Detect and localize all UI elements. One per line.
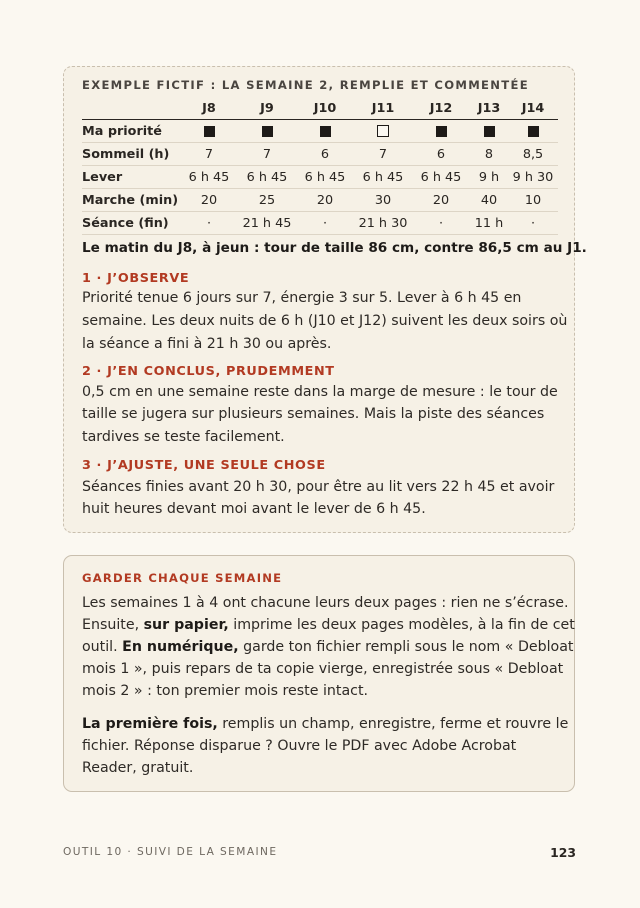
table-cell: 6 h 45 xyxy=(296,166,354,189)
column-header xyxy=(82,97,180,120)
column-header: J14 xyxy=(508,97,558,120)
keep-line: mois 1 », puis repars de ta copie vierge, enregistrée sous « Debloat xyxy=(82,661,564,677)
column-header: J12 xyxy=(412,97,470,120)
page-number: 123 xyxy=(550,845,576,860)
table-cell: 21 h 30 xyxy=(354,212,412,235)
table-cell: · xyxy=(508,212,558,235)
table-cell: · xyxy=(412,212,470,235)
column-header: J8 xyxy=(180,97,238,120)
column-header: J10 xyxy=(296,97,354,120)
table-cell: 6 xyxy=(412,143,470,166)
priority-checkbox-icon xyxy=(320,126,331,137)
table-cell: 8 xyxy=(470,143,508,166)
row-label: Séance (fin) xyxy=(82,212,180,235)
table-cell: 30 xyxy=(354,189,412,212)
table-row xyxy=(82,189,558,212)
table-cell: 9 h 30 xyxy=(508,166,558,189)
row-label: Sommeil (h) xyxy=(82,143,180,166)
table-row xyxy=(82,143,558,166)
table-cell: 7 xyxy=(180,143,238,166)
row-label: Lever xyxy=(82,166,180,189)
priority-checkbox-icon xyxy=(436,126,447,137)
keep-line: La première fois, remplis un champ, enregistre, ferme et rouvre le xyxy=(82,716,569,732)
step-2-heading: 2 · J’EN CONCLUS, PRUDEMMENT xyxy=(82,364,335,379)
priority-checkbox-icon xyxy=(484,126,495,137)
table-cell: 6 h 45 xyxy=(238,166,296,189)
step-1-heading: 1 · J’OBSERVE xyxy=(82,271,190,286)
keep-line: fichier. Réponse disparue ? Ouvre le PDF avec Adobe Acrobat xyxy=(82,738,517,754)
row-label: Marche (min) xyxy=(82,189,180,212)
keep-line: Ensuite, sur papier, imprime les deux pages modèles, à la fin de cet xyxy=(82,617,575,633)
table-cell: 40 xyxy=(470,189,508,212)
table-cell: 10 xyxy=(508,189,558,212)
table-row xyxy=(82,166,558,189)
table-row xyxy=(82,212,558,235)
column-header: J9 xyxy=(238,97,296,120)
table-cell: 6 xyxy=(296,143,354,166)
week-table xyxy=(82,97,558,235)
step-1-line: Priorité tenue 6 jours sur 7, énergie 3 sur 5. Lever à 6 h 45 en xyxy=(82,290,522,306)
row-label: Ma priorité xyxy=(82,120,180,143)
step-2-line: tardives se teste facilement. xyxy=(82,429,285,445)
table-cell: 20 xyxy=(296,189,354,212)
measure-note: Le matin du J8, à jeun : tour de taille 86 cm, contre 86,5 cm au J1. xyxy=(82,240,587,256)
keep-line: Les semaines 1 à 4 ont chacune leurs deux pages : rien ne s’écrase. xyxy=(82,595,569,611)
priority-checkbox-icon xyxy=(528,126,539,137)
table-header-row xyxy=(82,97,558,120)
table-cell: 20 xyxy=(412,189,470,212)
table-cell: 6 h 45 xyxy=(180,166,238,189)
step-3-line: Séances finies avant 20 h 30, pour être au lit vers 22 h 45 et avoir xyxy=(82,479,555,495)
table-cell: 7 xyxy=(354,143,412,166)
keep-line: mois 2 » : ton premier mois reste intact. xyxy=(82,683,369,699)
priority-checkbox-icon xyxy=(262,126,273,137)
column-header: J11 xyxy=(354,97,412,120)
step-2-line: taille se jugera sur plusieurs semaines. Mais la piste des séances xyxy=(82,406,545,422)
priority-checkbox-icon xyxy=(377,125,389,137)
footer-section-title: OUTIL 10 · SUIVI DE LA SEMAINE xyxy=(63,846,278,858)
table-cell: 8,5 xyxy=(508,143,558,166)
table-cell: 21 h 45 xyxy=(238,212,296,235)
table-cell: 20 xyxy=(180,189,238,212)
table-cell: 11 h xyxy=(470,212,508,235)
table-cell: 6 h 45 xyxy=(354,166,412,189)
table-cell: · xyxy=(180,212,238,235)
table-cell: 9 h xyxy=(470,166,508,189)
keep-line: Reader, gratuit. xyxy=(82,760,194,776)
priority-checkbox-icon xyxy=(204,126,215,137)
step-1-line: la séance a fini à 21 h 30 ou après. xyxy=(82,336,332,352)
step-3-heading: 3 · J’AJUSTE, UNE SEULE CHOSE xyxy=(82,458,326,473)
step-3-line: huit heures devant moi avant le lever de 6 h 45. xyxy=(82,501,426,517)
table-cell: 7 xyxy=(238,143,296,166)
table-row xyxy=(82,120,558,143)
example-title: EXEMPLE FICTIF : LA SEMAINE 2, REMPLIE ET COMMENTÉE xyxy=(82,78,529,92)
column-header: J13 xyxy=(470,97,508,120)
table-cell: · xyxy=(296,212,354,235)
step-2-line: 0,5 cm en une semaine reste dans la marge de mesure : le tour de xyxy=(82,384,558,400)
keep-weeks-title: GARDER CHAQUE SEMAINE xyxy=(82,571,283,585)
table-cell: 6 h 45 xyxy=(412,166,470,189)
table-cell: 25 xyxy=(238,189,296,212)
step-1-line: semaine. Les deux nuits de 6 h (J10 et J12) suivent les deux soirs où xyxy=(82,313,568,329)
keep-line: outil. En numérique, garde ton fichier rempli sous le nom « Debloat xyxy=(82,639,574,655)
